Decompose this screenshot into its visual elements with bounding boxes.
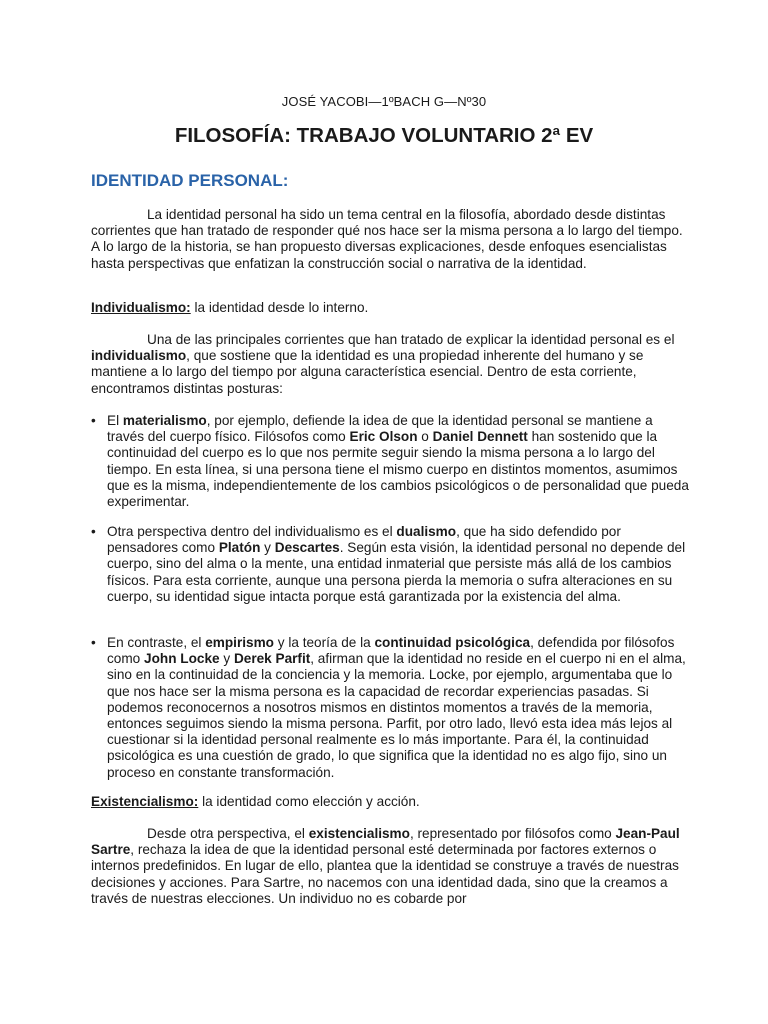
bullet-list xyxy=(91,413,689,510)
bold-term: individualismo xyxy=(91,348,187,364)
text-run: Otra perspectiva dentro del individualismo es el xyxy=(107,524,397,539)
bold-term: Derek Parfit xyxy=(233,651,311,667)
bold-term: Daniel Dennett xyxy=(432,429,528,445)
bold-term: Descartes xyxy=(274,540,340,556)
text-run: han sostenido que la continuidad del cuerpo es lo que nos permite seguir siendo la misma persona a lo largo del tiempo. En esta línea, si una persona tiene el mismo cuerpo en distintos momentos, asumimos que es la misma, independientemente de los cambios psicológicos o de personalidad que pueda experimentar. xyxy=(107,429,689,510)
text-run: , representado por filósofos como xyxy=(409,826,616,841)
individualismo-subtitle: la identidad desde lo interno. xyxy=(190,300,369,315)
text-run: En contraste, el xyxy=(107,635,206,650)
author-line: JOSÉ YACOBI—1ºBACH G—Nº30 xyxy=(281,94,487,109)
bold-term: empirismo xyxy=(205,635,274,650)
document-title: FILOSOFÍA: TRABAJO VOLUNTARIO 2ª EV xyxy=(174,124,594,147)
existencialismo-subheading xyxy=(91,794,683,810)
bullet-list xyxy=(91,524,689,605)
text-run: y la teoría de la xyxy=(273,635,375,650)
existencialismo-label: Existencialismo: xyxy=(91,794,199,809)
text-run: o xyxy=(417,429,433,445)
text-run: Desde otra perspectiva, el xyxy=(147,826,309,841)
existencialismo-paragraph xyxy=(91,826,683,907)
intro-paragraph: La identidad personal ha sido un tema central en la filosofía, abordado desde distintas corrientes que han tratado de responder qué nos hace ser la misma persona a lo largo del tiempo. A lo largo de la historia, se han propuesto diversas explicaciones, desde enfoques esencialistas hasta perspectivas que enfatizan la construcción social o narrativa de la identidad. xyxy=(91,207,683,271)
text-run: , por ejemplo, defiende la idea de que la identidad personal se mantiene a través del cuerpo físico. Filósofos como xyxy=(107,413,653,445)
bold-term: Jean-Paul Sartre xyxy=(91,826,680,858)
text-run: , que sostiene que la identidad es una propiedad inherente del humano y se mantiene a lo largo del tiempo por alguna característica esencial. Dentro de esta corriente, encontramos distintas posturas: xyxy=(91,348,644,396)
bold-term: continuidad psicológica xyxy=(374,635,531,650)
text-run: , defendida por filósofos como xyxy=(107,635,675,667)
bullet-marker: • xyxy=(91,524,96,539)
text-run: , rechaza la idea de que la identidad personal esté determinada por factores externos o internos predefinidos. En lugar de ello, plantea que la identidad se construye a través de nuestras decisiones y acciones. Para Sartre, no nacemos con una identidad dada, sino que la creamos a través de nuestras elecciones. Un individuo no es cobarde por xyxy=(91,842,679,906)
individualismo-label: Individualismo: xyxy=(91,300,191,315)
text-run: El xyxy=(107,413,123,428)
text-run: y xyxy=(260,540,275,556)
individualismo-paragraph xyxy=(91,332,683,397)
bold-term: Eric Olson xyxy=(349,429,418,445)
text-run: , afirman que la identidad no reside en el cuerpo ni en el alma, sino en la continuidad de la conciencia y la memoria. Locke, por ejemplo, argumentaba que lo que nos hace ser la misma persona es la capacidad de recordar experiencias pasadas. Si podemos reconocernos a nosotros mismos en distintos momentos a través de la memoria, entonces seguimos siendo la misma persona. Parfit, por otro lado, llevó esta idea más lejos al cuestionar si la identidad personal realmente es lo más importante. Para él, la continuidad psicológica es una cuestión de grado, lo que significa que la identidad no es algo fijo, sino un proceso en constante transformación. xyxy=(107,651,686,780)
bold-term: dualismo xyxy=(396,524,457,539)
bullet-list xyxy=(91,635,689,781)
bold-term: materialismo xyxy=(122,413,207,428)
section-heading: IDENTIDAD PERSONAL: xyxy=(91,171,289,190)
bullet-item-empirismo xyxy=(91,635,689,781)
text-run: y xyxy=(219,651,234,667)
text-run: . Según esta visión, la identidad personal no depende del cuerpo, sino del alma o la mente, una entidad inmaterial que persiste más allá de los cambios físicos. Para esta corriente, aunque una persona pierda la memoria o sufra alteraciones en su cuerpo, su identidad sigue intacta porque está garantizada por la existencia del alma. xyxy=(107,540,686,604)
text-run: Una de las principales corrientes que han tratado de explicar la identidad personal es el xyxy=(147,332,675,347)
bold-term: Platón xyxy=(218,540,261,556)
individualismo-subheading xyxy=(91,300,683,316)
bold-term: existencialismo xyxy=(308,826,410,841)
bullet-item-materialismo xyxy=(91,413,689,510)
bullet-marker: • xyxy=(91,413,96,428)
text-run: , que ha sido defendido por pensadores como xyxy=(107,524,621,556)
bullet-item-dualismo xyxy=(91,524,689,605)
bold-term: John Locke xyxy=(144,651,220,667)
existencialismo-subtitle: la identidad como elección y acción. xyxy=(198,794,420,809)
bullet-marker: • xyxy=(91,635,96,650)
